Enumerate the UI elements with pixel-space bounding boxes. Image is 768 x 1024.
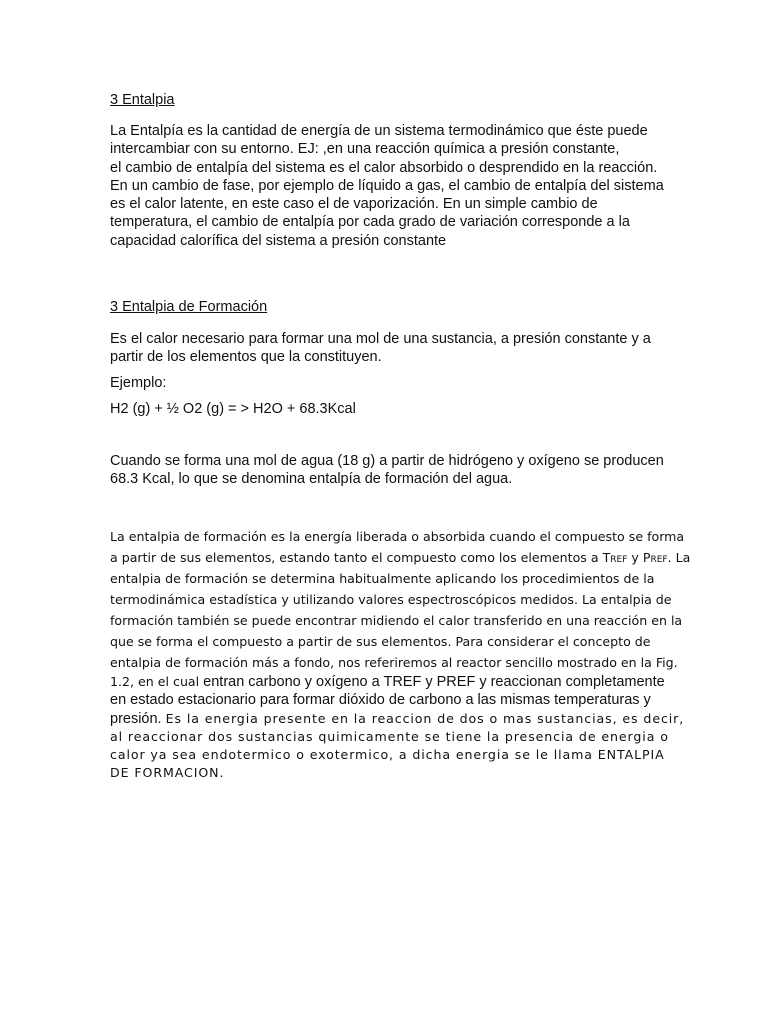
text-fragment: a partir de sus elementos, estando tanto el compuesto como los elementos a (110, 550, 603, 565)
text-line: termodinámica estadística y utilizando valores espectroscópicos medidos. La entalpia de (110, 592, 672, 607)
definition-paragraph (110, 330, 670, 367)
text-line: en estado estacionario para formar dióxido de carbono a las mismas temperaturas y (110, 692, 651, 709)
text-line: entalpia de formación más a fondo, nos referiremos al reactor sencillo mostrado en la Fig. (110, 655, 678, 670)
text-line: al reaccionar dos sustancias quimicamente se tiene la presencia de energia o (110, 728, 669, 744)
pref-symbol: Pref (642, 550, 668, 565)
explanation-paragraph (110, 452, 670, 489)
section-heading-entalpia-formacion: 3 Entalpia de Formación (110, 299, 268, 315)
text-fragment: presión. (110, 710, 166, 727)
text-line (110, 710, 685, 728)
text-line: formación también se puede encontrar midiendo el calor transferido en una reacción en la (110, 613, 683, 628)
text-line: Es el calor necesario para formar una mol de una sustancia, a presión constante y a (110, 331, 651, 347)
text-line: En un cambio de fase, por ejemplo de líquido a gas, el cambio de entalpía del sistema (110, 177, 664, 194)
text-fragment: 1.2, en el cual (110, 674, 204, 689)
text-fragment: Es la energia presente en la reaccion de dos o mas sustancias, es decir, (165, 710, 685, 726)
text-fragment: . La (667, 550, 691, 565)
text-line: intercambiar con su entorno. EJ: ,en una reacción química a presión constante, (110, 141, 620, 158)
example-label: Ejemplo: (110, 375, 167, 391)
text-line: La Entalpía es la cantidad de energía de un sistema termodinámico que éste puede (110, 123, 648, 139)
formation-paragraph (110, 526, 691, 783)
text-line: capacidad calorífica del sistema a presión constante (110, 232, 447, 249)
text-line: DE FORMACION. (110, 765, 225, 781)
text-fragment: y (627, 550, 643, 565)
text-line (110, 547, 691, 568)
text-line: Cuando se forma una mol de agua (18 g) a partir de hidrógeno y oxígeno se producen (110, 453, 664, 469)
text-line: partir de los elementos que la constituyen. (110, 349, 382, 366)
text-line: 68.3 Kcal, lo que se denomina entalpía de formación del agua. (110, 471, 513, 488)
text-line: que se forma el compuesto a partir de sus elementos. Para considerar el concepto de (110, 634, 651, 649)
text-line (110, 673, 670, 691)
text-line: entalpia de formación se determina habitualmente aplicando los procedimientos de la (110, 571, 655, 586)
text-line: temperatura, el cambio de entalpía por cada grado de variación corresponde a la (110, 214, 630, 231)
text-line: calor ya sea endotermico o exotermico, a dicha energia se le llama ENTALPIA (110, 747, 665, 763)
tref-symbol: Tref (602, 550, 628, 565)
text-line: el cambio de entalpía del sistema es el calor absorbido o desprendido en la reacción. (110, 159, 658, 176)
text-line: es el calor latente, en este caso el de vaporización. En un simple cambio de (110, 196, 598, 213)
text-fragment: entran carbono y oxígeno a TREF y PREF y reaccionan completamente (203, 674, 665, 690)
section-heading-entalpia: 3 Entalpia (110, 92, 175, 108)
text-line: La entalpia de formación es la energía liberada o absorbida cuando el compuesto se forma (110, 529, 685, 544)
entalpia-paragraph (110, 122, 670, 250)
reaction-equation: H2 (g) + ½ O2 (g) = > H2O + 68.3Kcal (110, 401, 356, 417)
